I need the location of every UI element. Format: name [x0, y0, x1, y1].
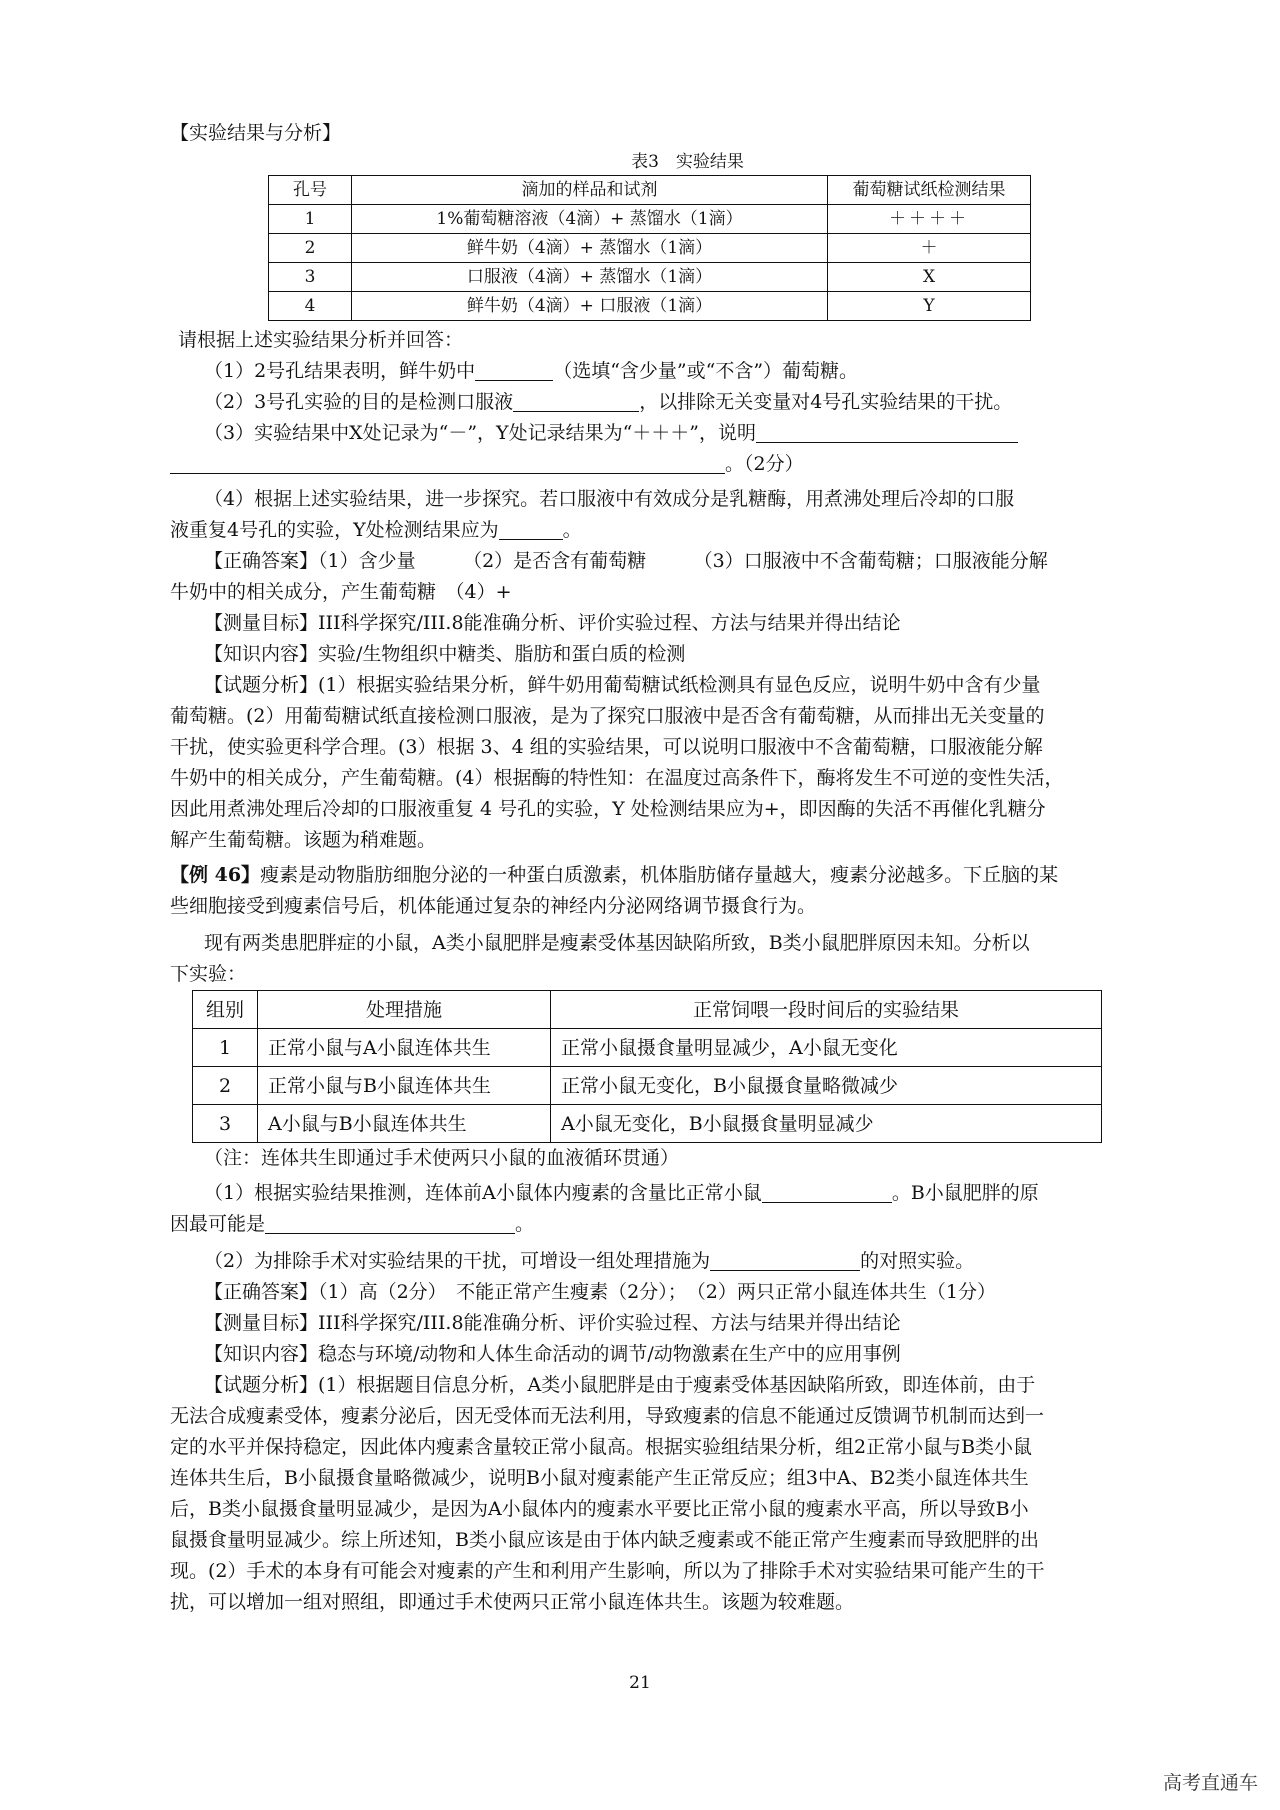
analysis-line: 现。(2）手术的本身有可能会对瘦素的产生和利用产生影响，所以为了排除手术对实验结果可能产生的干	[170, 1560, 1045, 1582]
analysis-line: 干扰，使实验更科学合理。(3）根据 3、4 组的实验结果，可以说明口服液中不含葡萄糖，口服液能分解	[170, 736, 1043, 758]
answer-blank[interactable]	[265, 1211, 515, 1234]
table-cell: ＋	[828, 234, 1031, 263]
table-cell: 正常小鼠无变化，B小鼠摄食量略微减少	[551, 1067, 1102, 1105]
question-text: ，以排除无关变量对4号孔实验结果的干扰。	[639, 391, 1013, 413]
table-row	[269, 234, 1031, 263]
question-text: （2）3号孔实验的目的是检测口服液	[204, 391, 514, 413]
question-text: （1）根据实验结果推测，连体前A小鼠体内瘦素的含量比正常小鼠	[204, 1182, 762, 1204]
table-cell: 正常小鼠摄食量明显减少，A小鼠无变化	[551, 1029, 1102, 1067]
table-cell: 2	[193, 1067, 258, 1105]
question-1	[170, 356, 1165, 387]
question-text: 的对照实验。	[860, 1250, 975, 1272]
correct-answer: 【正确答案】（1）高（2分） 不能正常产生瘦素（2分）； （2）两只正常小鼠连体共生（1分）	[204, 1281, 996, 1303]
question-text: （2）为排除手术对实验结果的干扰，可增设一组处理措施为	[204, 1250, 711, 1272]
table-header: 葡萄糖试纸检测结果	[828, 176, 1031, 205]
table-header: 处理措施	[258, 991, 551, 1029]
table-cell: 正常小鼠与B小鼠连体共生	[258, 1067, 551, 1105]
question-4: （4）根据上述实验结果，进一步探究。若口服液中有效成分是乳糖酶，用煮沸处理后冷却的口服	[204, 488, 1015, 510]
table-cell: 2	[269, 234, 352, 263]
table-row	[193, 1029, 1102, 1067]
page-content	[170, 118, 1165, 1618]
answer-blank[interactable]	[513, 389, 639, 412]
correct-answer: 【正确答案】（1）含少量 （2）是否含有葡萄糖 （3）口服液中不含葡萄糖；口服液能分解	[204, 550, 1048, 572]
analysis-line: 牛奶中的相关成分，产生葡萄糖。(4）根据酶的特性知：在温度过高条件下，酶将发生不可逆的变性失活，	[170, 767, 1064, 789]
example-46-setup: 现有两类患肥胖症的小鼠，A类小鼠肥胖是瘦素受体基因缺陷所致，B类小鼠肥胖原因未知。分析以	[204, 932, 1030, 954]
question-3	[170, 418, 1165, 449]
table-cell: A小鼠无变化，B小鼠摄食量明显减少	[551, 1105, 1102, 1143]
table-cell: 正常小鼠与A小鼠连体共生	[258, 1029, 551, 1067]
question-4-cont	[170, 515, 1165, 546]
section-heading: 【实验结果与分析】	[170, 122, 342, 144]
knowledge-content: 【知识内容】稳态与环境/动物和人体生命活动的调节/动物激素在生产中的应用事例	[204, 1343, 901, 1365]
table-row	[269, 292, 1031, 321]
example-46-intro-cont: 些细胞接受到瘦素信号后，机体能通过复杂的神经内分泌网络调节摄食行为。	[170, 895, 817, 917]
analysis-line: 解产生葡萄糖。该题为稍难题。	[170, 829, 437, 851]
answer-blank[interactable]	[499, 517, 563, 540]
ex46-question-1-cont	[170, 1209, 1165, 1240]
question-text: 液重复4号孔的实验，Y处检测结果应为	[170, 519, 499, 541]
answer-blank[interactable]	[170, 451, 725, 474]
table-cell: 口服液（4滴）+ 蒸馏水（1滴）	[352, 263, 828, 292]
table-cell: 鲜牛奶（4滴）+ 口服液（1滴）	[352, 292, 828, 321]
answer-blank[interactable]	[475, 358, 553, 381]
question-prompt: 请根据上述实验结果分析并回答：	[178, 329, 464, 351]
table-cell: ＋＋＋＋	[828, 205, 1031, 234]
table-cell: 1	[269, 205, 352, 234]
question-text: 。B小鼠肥胖的原	[891, 1182, 1039, 1204]
mouse-table	[192, 990, 1102, 1143]
table-row	[193, 1105, 1102, 1143]
question-text: （1）2号孔结果表明，鲜牛奶中	[204, 360, 476, 382]
example-46-intro	[170, 860, 1165, 891]
watermark: 高考直通车	[1162, 1772, 1258, 1794]
table-header: 组别	[193, 991, 258, 1029]
analysis-line: 无法合成瘦素受体，瘦素分泌后，因无受体而无法利用，导致瘦素的信息不能通过反馈调节机制而达到一	[170, 1405, 1045, 1427]
question-text: 。	[562, 519, 582, 541]
analysis-line: 后，B类小鼠摄食量明显减少，是因为A小鼠体内的瘦素水平要比正常小鼠的瘦素水平高，所以导致B小	[170, 1498, 1029, 1520]
table-header-row	[269, 176, 1031, 205]
correct-answer-cont: 牛奶中的相关成分，产生葡萄糖 （4）+	[170, 581, 512, 603]
table-note: （注：连体共生即通过手术使两只小鼠的血液循环贯通）	[204, 1147, 680, 1169]
analysis-line: 【试题分析】(1）根据题目信息分析，A类小鼠肥胖是由于瘦素受体基因缺陷所致，即连体前，由于	[204, 1374, 1036, 1396]
knowledge-content: 【知识内容】实验/生物组织中糖类、脂肪和蛋白质的检测	[204, 643, 686, 665]
example-46-setup-cont: 下实验：	[170, 963, 247, 985]
question-3-cont	[170, 449, 1165, 480]
analysis-line: 连体共生后，B小鼠摄食量略微减少，说明B小鼠对瘦素能产生正常反应；组3中A、B2类小鼠连体共生	[170, 1467, 1029, 1489]
table-cell: 4	[269, 292, 352, 321]
table-cell: 鲜牛奶（4滴）+ 蒸馏水（1滴）	[352, 234, 828, 263]
question-text: 。（2分）	[725, 453, 804, 475]
table3	[268, 175, 1031, 321]
table3-caption: 表3 实验结果	[631, 152, 744, 172]
analysis-line: 定的水平并保持稳定，因此体内瘦素含量较正常小鼠高。根据实验组结果分析，组2正常小鼠与B类小鼠	[170, 1436, 1033, 1458]
table-header-row	[193, 991, 1102, 1029]
answer-blank[interactable]	[762, 1180, 892, 1203]
table-cell: 3	[269, 263, 352, 292]
analysis-line: 扰，可以增加一组对照组，即通过手术使两只正常小鼠连体共生。该题为较难题。	[170, 1591, 855, 1613]
table-header: 孔号	[269, 176, 352, 205]
question-2	[170, 387, 1165, 418]
page-number: 21	[629, 1673, 651, 1693]
table-header: 滴加的样品和试剂	[352, 176, 828, 205]
analysis-line: 【试题分析】(1）根据实验结果分析，鲜牛奶用葡萄糖试纸检测具有显色反应，说明牛奶中含有少量	[204, 674, 1041, 696]
example-text: 瘦素是动物脂肪细胞分泌的一种蛋白质激素，机体脂肪储存量越大，瘦素分泌越多。下丘脑的某	[260, 864, 1059, 886]
question-text: 因最可能是	[170, 1213, 266, 1235]
question-text: （3）实验结果中X处记录为“－”，Y处记录结果为“＋＋＋”，说明	[204, 422, 757, 444]
question-text: 。	[515, 1213, 535, 1235]
table-cell: A小鼠与B小鼠连体共生	[258, 1105, 551, 1143]
ex46-question-1	[170, 1178, 1165, 1209]
measurement-target: 【测量目标】III科学探究/III.8能准确分析、评价实验过程、方法与结果并得出结论	[204, 612, 901, 634]
table-row	[193, 1067, 1102, 1105]
measurement-target: 【测量目标】III科学探究/III.8能准确分析、评价实验过程、方法与结果并得出结论	[204, 1312, 901, 1334]
ex46-question-2	[170, 1246, 1165, 1277]
analysis-line: 葡萄糖。(2）用葡萄糖试纸直接检测口服液，是为了探究口服液中是否含有葡萄糖，从而排出无关变量的	[170, 705, 1045, 727]
table-header: 正常饲喂一段时间后的实验结果	[551, 991, 1102, 1029]
table-cell: 3	[193, 1105, 258, 1143]
table-row	[269, 263, 1031, 292]
answer-blank[interactable]	[756, 420, 1018, 443]
table-cell: 1	[193, 1029, 258, 1067]
answer-blank[interactable]	[710, 1248, 860, 1271]
table-cell: X	[828, 263, 1031, 292]
question-text: （选填“含少量”或“不含”）葡萄糖。	[553, 360, 859, 382]
analysis-line: 鼠摄食量明显减少。综上所述知，B类小鼠应该是由于体内缺乏瘦素或不能正常产生瘦素而导致肥胖的出	[170, 1529, 1039, 1551]
example-label: 【例 46】	[170, 864, 261, 886]
table-cell: 1%葡萄糖溶液（4滴）+ 蒸馏水（1滴）	[352, 205, 828, 234]
analysis-line: 因此用煮沸处理后冷却的口服液重复 4 号孔的实验，Y 处检测结果应为+，即因酶的失活不再催化乳糖分	[170, 798, 1046, 820]
table-cell: Y	[828, 292, 1031, 321]
table-row	[269, 205, 1031, 234]
